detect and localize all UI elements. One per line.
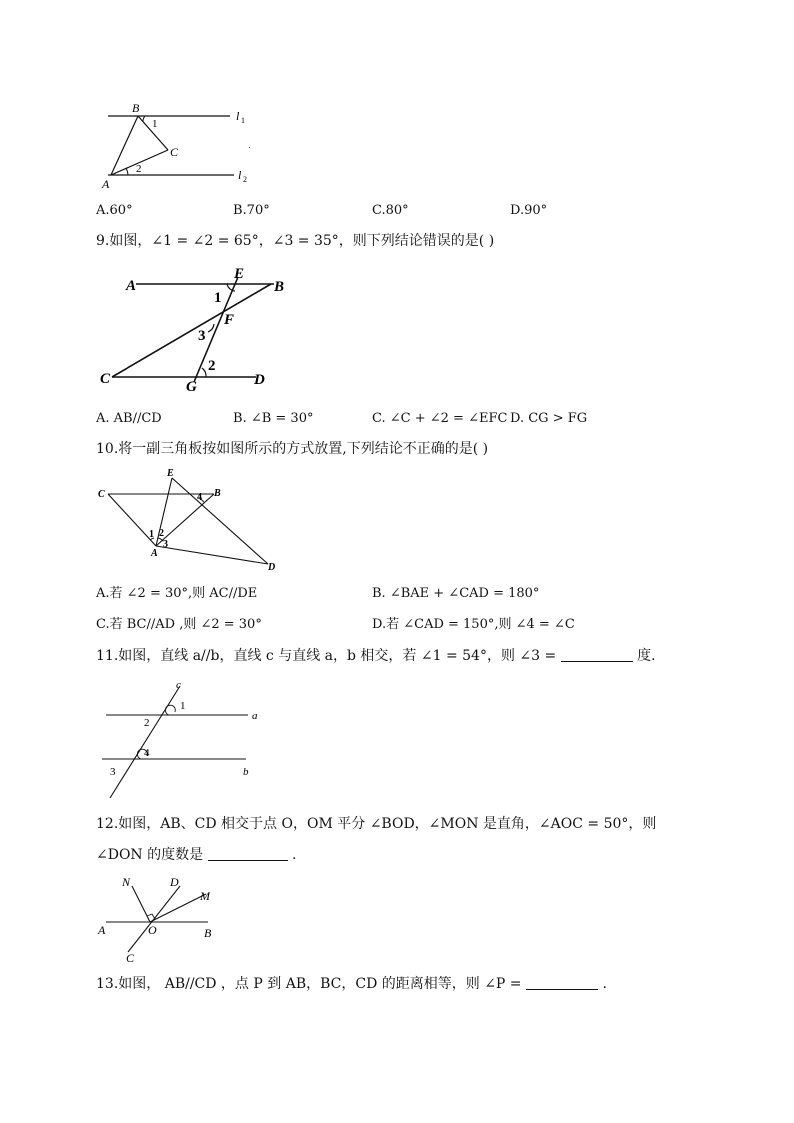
q11-label-c: c [176,679,181,691]
q11-label-b: b [243,766,249,778]
q8-label-l1-sub: 1 [241,116,245,125]
q12-label-D: D [170,875,179,889]
q10-label-A: A [151,548,158,559]
q13-text-after: . [602,976,607,992]
q11-label-4: 4 [144,747,150,759]
q11-label-1: 1 [180,700,186,712]
q10-option-c: C.若 BC//AD ,则 ∠2 = 30° [96,617,262,632]
q8-label-l2-sub: 2 [243,175,247,184]
q8-label-B: B [132,101,140,115]
q12-label-M: M [200,889,210,903]
q12-label-N: N [122,875,131,889]
q9-option-c: C. ∠C + ∠2 = ∠EFC [372,411,508,426]
q8-option-b: B.70° [233,203,270,218]
q10-figure [94,466,284,574]
q10-question: 10.将一副三角板按如图所示的方式放置,下列结论不正确的是( ) [96,441,489,457]
q13-text-before: 13.如图， AB//CD ，点 P 到 AB，BC，CD 的距离相等，则 ∠P = [96,976,522,992]
q13-question [96,975,607,993]
q12-label-O: O [148,923,157,937]
q12-label-C: C [126,951,135,965]
q8-label-l2: l [238,168,242,182]
q9-label-G: G [186,379,197,395]
q9-label-2: 2 [208,358,216,374]
q10-label-C: C [98,489,105,500]
q11-label-3: 3 [110,766,116,778]
q10-label-3: 3 [163,539,168,550]
q12-answer-blank[interactable] [208,846,288,861]
q10-label-D: D [268,562,276,573]
q10-option-d: D.若 ∠CAD = 150°,则 ∠4 = ∠C [372,617,575,632]
q9-label-1: 1 [214,290,222,306]
q9-option-a: A. AB//CD [96,411,162,426]
q8-label-1: 1 [152,118,158,130]
q8-label-A: A [102,177,110,191]
stray-dot [249,147,250,148]
q8-option-c: C.80° [372,203,409,218]
q9-label-E: E [234,266,245,282]
q8-label-l1: l [236,109,240,123]
q9-label-3: 3 [198,328,206,344]
q8-option-d: D.90° [510,203,548,218]
q11-label-2: 2 [144,717,150,729]
q9-question: 9.如图，∠1 = ∠2 = 65°，∠3 = 35°，则下列结论错误的是( ) [96,233,495,249]
q10-option-b: B. ∠BAE + ∠CAD = 180° [372,586,540,601]
q9-label-F: F [224,312,235,328]
q8-label-C: C [170,145,179,159]
q13-answer-blank[interactable] [526,975,598,990]
q9-figure [96,262,285,395]
q9-label-A: A [126,278,137,294]
q12-question-line2 [96,846,297,864]
q12-text-after: . [292,847,297,863]
q9-label-D: D [254,372,265,388]
q12-text-before: ∠DON 的度数是 [96,847,204,863]
q12-figure [94,872,226,964]
q12-question-line1: 12.如图，AB、CD 相交于点 O，OM 平分 ∠BOD，∠MON 是直角，∠AOC = 50°，则 [96,816,657,832]
q9-label-B: B [274,279,285,295]
q11-label-a: a [252,710,258,722]
q11-answer-blank[interactable] [561,647,633,662]
q12-label-B: B [204,926,212,940]
q11-text-after: 度. [637,648,656,664]
q8-option-a: A.60° [96,203,133,218]
q10-label-2: 2 [159,528,164,539]
q9-option-b: B. ∠B = 30° [233,411,314,426]
q8-label-2: 2 [136,163,142,175]
q10-label-1: 1 [149,529,154,540]
q11-text-before: 11.如图，直线 a//b，直线 c 与直线 a，b 相交，若 ∠1 = 54°，则 ∠3 = [96,648,557,664]
q10-label-E: E [167,468,174,479]
q9-option-d: D. CG > FG [510,411,588,426]
q8-figure [98,100,258,192]
q10-option-a: A.若 ∠2 = 30°,则 AC//DE [96,586,258,601]
q10-label-4: 4 [197,492,202,503]
q9-label-C: C [100,371,111,387]
q10-label-B: B [214,488,221,499]
q12-label-A: A [98,923,106,937]
q11-figure [98,676,268,802]
q11-question [96,647,656,665]
